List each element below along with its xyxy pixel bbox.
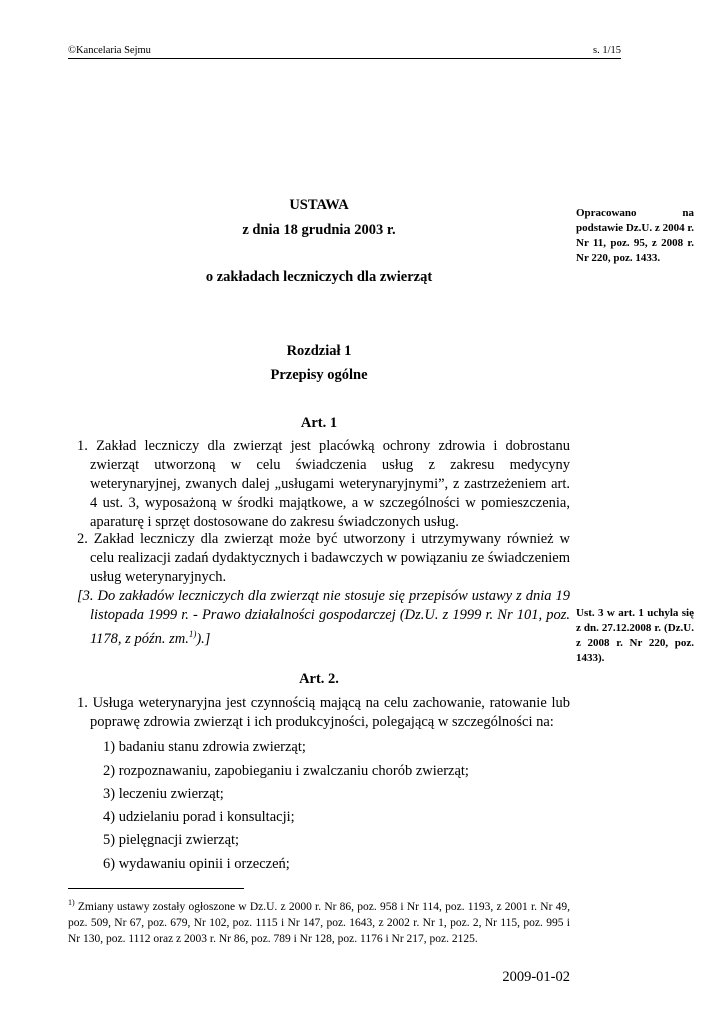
side-note-repeal: Ust. 3 w art. 1 uchyla się z dn. 27.12.2008 r. (Dz.U. z 2008 r. Nr 220, poz. 1433). [576, 607, 694, 664]
header-publisher: ©Kancelaria Sejmu [68, 45, 151, 56]
footnote-separator [68, 888, 244, 889]
art1-paragraph-3-text: [3. Do zakładów leczniczych dla zwierząt nie stosuje się przepisów ustawy z dnia 19 listopada 1999 r. - Prawo działalności gospodarczej (Dz.U. z 1999 r. Nr 101, poz. 1178, z późn. zm. [77, 588, 570, 647]
art2-paragraph-1: 1. Usługa weterynaryjna jest czynnością mającą na celu zachowanie, ratowanie lub poprawę zdrowia zwierząt i ich produkcyjności, polegającą w szczególności na: [77, 695, 570, 730]
page-header [68, 44, 621, 59]
list-item: 5) pielęgnacji zwierząt; [103, 832, 240, 848]
art1-paragraph-1: 1. Zakład leczniczy dla zwierząt jest placówką ochrony zdrowia i dobrostanu zwierząt utworzoną w celu świadczenia usług z zakresu medycyny weterynaryjnej, zwanych dalej „usługami weterynaryjnymi”, z zastrzeżeniem art. 4 ust. 3, wyposażoną w środki majątkowe, a w szczególności w pomieszczenia, aparaturę i sprzęt dostosowane do zakresu świadczonych usług. [77, 438, 570, 530]
list-item: 1) badaniu stanu zdrowia zwierząt; [103, 739, 306, 755]
footnote-reference: 1) [188, 629, 197, 639]
list-item: 4) udzielaniu porad i konsultacji; [103, 809, 295, 825]
footnote-marker: 1) [68, 898, 75, 907]
art1-heading: Art. 1 [300, 415, 338, 431]
side-note-source: Opracowano na podstawie Dz.U. z 2004 r. Nr 11, poz. 95, z 2008 r. Nr 220, poz. 1433. [576, 207, 694, 264]
chapter-subheading: Przepisy ogólne [270, 367, 368, 383]
art2-heading: Art. 2. [299, 671, 339, 687]
art1-paragraph-3-end: ).] [196, 630, 211, 647]
list-item: 3) leczeniu zwierząt; [103, 786, 224, 802]
footnote-text: Zmiany ustawy zostały ogłoszone w Dz.U. z 2000 r. Nr 86, poz. 958 i Nr 114, poz. 1193, z 2001 r. Nr 49, poz. 509, Nr 67, poz. 679, Nr 102, poz. 1115 i Nr 147, poz. 1643, z 2002 r. Nr 1, poz. 2, Nr 115, poz. 995 i Nr 130, poz. 1112 oraz z 2003 r. Nr 86, poz. 789 i Nr 128, poz. 1176 i Nr 217, poz. 2125. [68, 900, 571, 945]
act-type: USTAWA [289, 197, 349, 213]
list-item: 6) wydawaniu opinii i orzeczeń; [103, 856, 290, 872]
footer-date: 2009-01-02 [502, 969, 570, 985]
chapter-heading: Rozdział 1 [286, 343, 352, 359]
act-date: z dnia 18 grudnia 2003 r. [242, 222, 396, 238]
header-page-number: s. 1/15 [592, 45, 621, 56]
footnote [68, 895, 570, 947]
art1-paragraph-2: 2. Zakład leczniczy dla zwierząt może być utworzony i utrzymywany również w celu realizacji zadań dydaktycznych i badawczych w powiązaniu ze świadczeniem usług weterynaryjnych. [77, 531, 570, 585]
list-item: 2) rozpoznawaniu, zapobieganiu i zwalczaniu chorób zwierząt; [103, 763, 469, 779]
art1-paragraph-3 [77, 587, 570, 649]
act-title: o zakładach leczniczych dla zwierząt [205, 269, 433, 285]
